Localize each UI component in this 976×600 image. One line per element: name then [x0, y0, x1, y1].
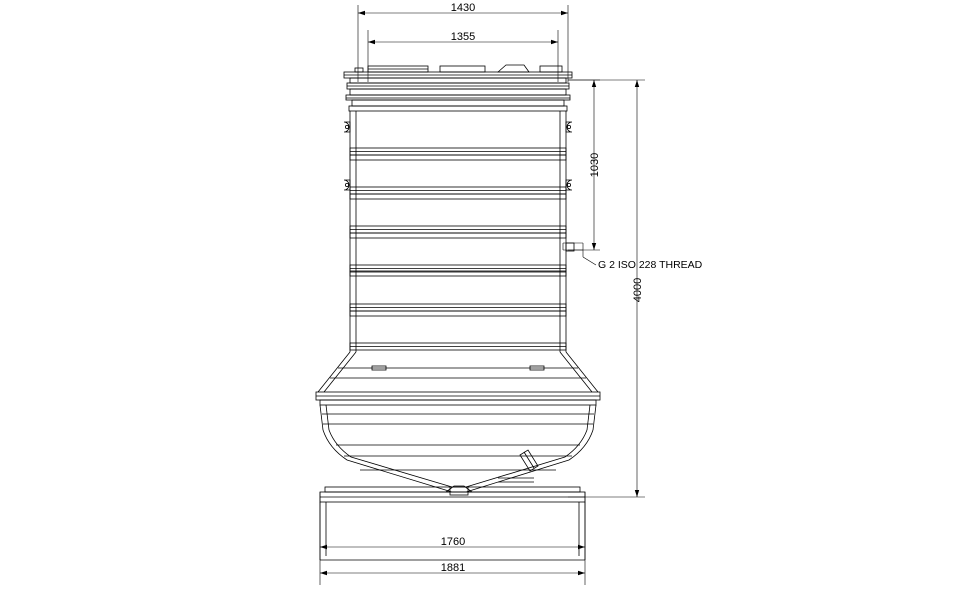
annotation-thread-callout: G 2 ISO 228 THREAD: [598, 259, 703, 271]
top-lid-assembly: [344, 65, 572, 111]
conical-transition: [318, 352, 598, 392]
dimension-label-height-overall: 4000: [632, 277, 644, 303]
dimension-label-width-base-inner: 1760: [440, 536, 466, 548]
dimension-lines: [320, 5, 645, 585]
dimension-label-width-inner-top: 1355: [450, 31, 476, 43]
hopper-body: [316, 392, 600, 495]
dimension-label-width-base-overall: 1881: [440, 562, 466, 574]
dimension-label-width-overall-top: 1430: [450, 2, 476, 14]
base-frame: [320, 487, 585, 560]
dimension-label-height-upper: 1030: [589, 152, 601, 178]
upper-ribbed-body: [344, 111, 574, 352]
